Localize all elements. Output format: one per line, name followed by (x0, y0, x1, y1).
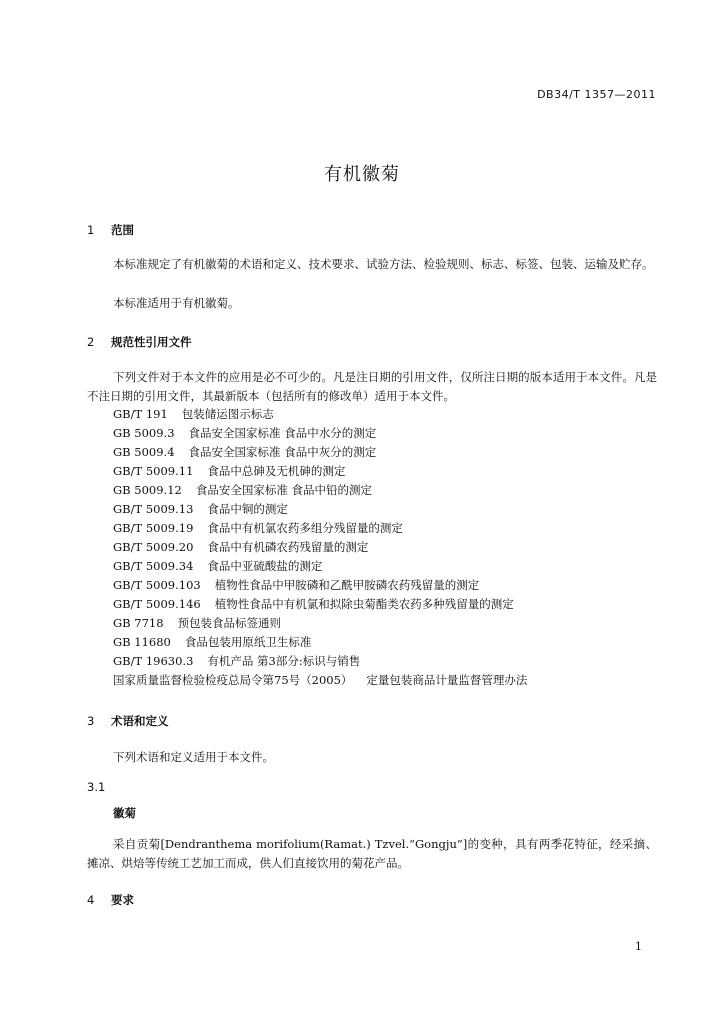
reference-code: GB/T 5009.34 (113, 559, 194, 573)
section-title: 范围 (111, 223, 135, 237)
section-2-heading (87, 334, 192, 350)
section-title: 术语和定义 (111, 714, 169, 728)
section-3-heading (87, 713, 169, 729)
section-title: 要求 (111, 893, 135, 907)
term-definition: 采自贡菊[Dendranthema morifolium(Ramat.) Tzvel.“Gongju”]的变种，具有两季花特征，经采摘、摊凉、烘焙等传统工艺加工而成，供人们直接饮用的菊花产品。 (87, 837, 657, 870)
reference-code: GB 5009.12 (113, 483, 182, 497)
reference-code: GB/T 5009.103 (113, 578, 201, 592)
reference-code: GB/T 191 (113, 407, 168, 421)
reference-item (113, 405, 527, 424)
section-number: 2 (87, 335, 95, 349)
subsection-number: 3.1 (87, 780, 106, 794)
reference-code: GB/T 5009.11 (113, 464, 194, 478)
reference-item (113, 576, 527, 595)
reference-code: GB 11680 (113, 635, 171, 649)
reference-title: 植物性食品中甲胺磷和乙酰甲胺磷农药残留量的测定 (214, 578, 480, 592)
reference-code: GB 5009.3 (113, 426, 175, 440)
section-number: 1 (87, 223, 95, 237)
section-1-heading (87, 222, 134, 238)
reference-title: 食品中有机氯农药多组分残留量的测定 (207, 521, 403, 535)
page-number: 1 (635, 940, 642, 953)
reference-title: 预包装食品标签通则 (177, 616, 282, 630)
section-number: 4 (87, 893, 95, 907)
reference-code: 国家质量监督检验检疫总局令第75号（2005） (113, 673, 353, 687)
reference-item (113, 538, 527, 557)
reference-item (113, 481, 527, 500)
section-4-heading (87, 892, 134, 908)
reference-code: GB/T 19630.3 (113, 654, 194, 668)
reference-title: 食品中铜的测定 (207, 502, 288, 516)
reference-item (113, 443, 527, 462)
reference-title: 食品中总砷及无机砷的测定 (207, 464, 346, 478)
reference-code: GB 7718 (113, 616, 164, 630)
reference-item (113, 557, 527, 576)
reference-item (113, 519, 527, 538)
scope-paragraph-1: 本标准规定了有机徽菊的术语和定义、技术要求、试验方法、检验规则、标志、标签、包装、运输及贮存。 (113, 257, 654, 271)
reference-title: 食品中亚硫酸盐的测定 (207, 559, 323, 573)
reference-title: 包装储运图示标志 (181, 407, 274, 421)
reference-code: GB 5009.4 (113, 445, 175, 459)
reference-title: 植物性食品中有机氯和拟除虫菊酯类农药多种残留量的测定 (214, 597, 514, 611)
reference-item (113, 633, 527, 652)
reference-code: GB/T 5009.19 (113, 521, 194, 535)
reference-title: 有机产品 第3部分:标识与销售 (207, 654, 361, 668)
section-title: 规范性引用文件 (111, 335, 192, 349)
reference-title: 食品安全国家标准 食品中灰分的测定 (188, 445, 377, 459)
reference-item (113, 652, 527, 671)
reference-item (113, 424, 527, 443)
reference-title: 食品中有机磷农药残留量的测定 (207, 540, 369, 554)
reference-item (113, 671, 527, 690)
standard-code: DB34/T 1357—2011 (537, 88, 656, 101)
reference-list (113, 405, 527, 690)
section-number: 3 (87, 714, 95, 728)
term-name: 徽菊 (113, 806, 136, 820)
reference-item (113, 595, 527, 614)
reference-title: 食品包装用原纸卫生标准 (184, 635, 312, 649)
reference-item (113, 462, 527, 481)
reference-code: GB/T 5009.146 (113, 597, 201, 611)
reference-title: 食品安全国家标准 食品中铅的测定 (195, 483, 373, 497)
scope-paragraph-2: 本标准适用于有机徽菊。 (113, 296, 240, 310)
reference-code: GB/T 5009.13 (113, 502, 194, 516)
references-intro: 下列文件对于本文件的应用是必不可少的。凡是注日期的引用文件，仅所注日期的版本适用于本文件。凡是不注日期的引用文件，其最新版本（包括所有的修改单）适用于本文件。 (87, 370, 657, 403)
reference-item (113, 500, 527, 519)
reference-item (113, 614, 527, 633)
reference-code: GB/T 5009.20 (113, 540, 194, 554)
terms-intro: 下列术语和定义适用于本文件。 (113, 750, 274, 764)
reference-title: 食品安全国家标准 食品中水分的测定 (188, 426, 377, 440)
document-title: 有机徽菊 (324, 164, 400, 185)
reference-title: 定量包装商品计量监督管理办法 (366, 673, 528, 687)
